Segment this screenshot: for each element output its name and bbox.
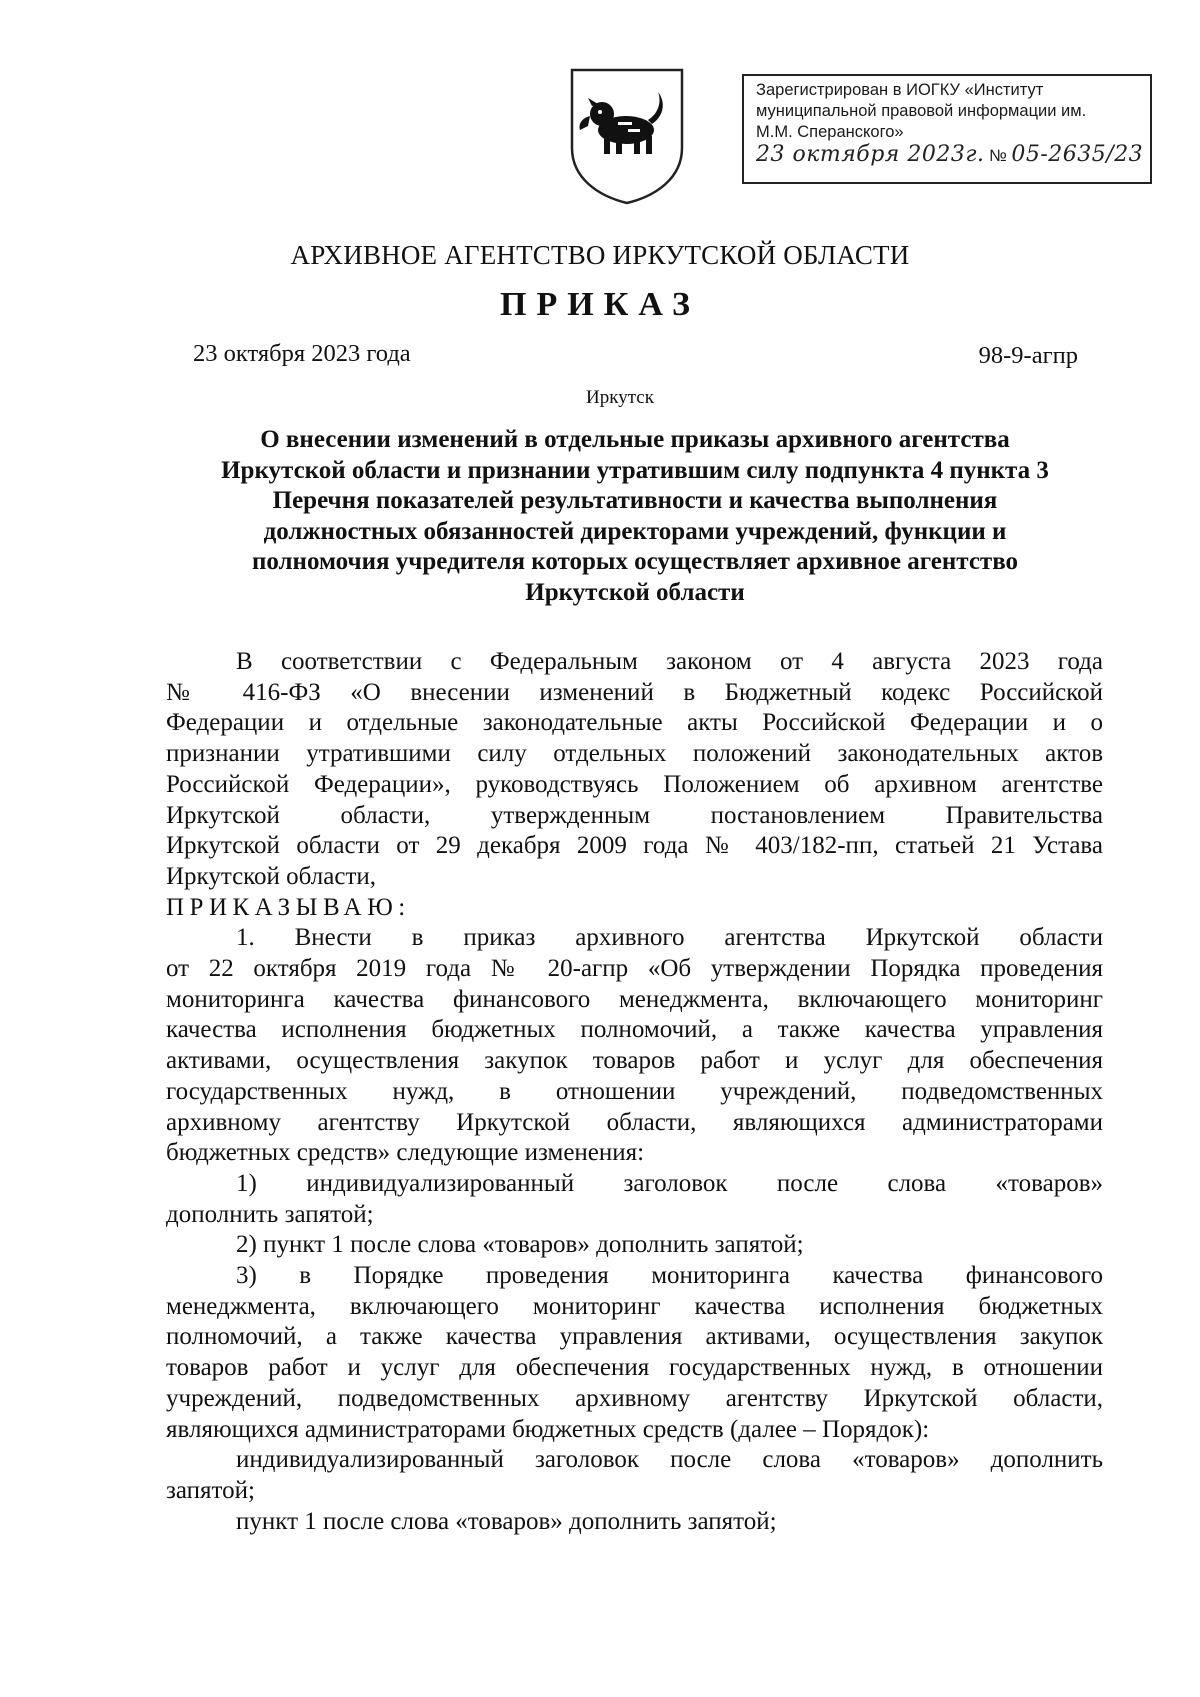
item-1-line: бюджетных средств» следующие изменения: bbox=[166, 1139, 645, 1167]
preamble-line: Российской Федерации», руководствуясь Положением об архивном агентстве bbox=[166, 770, 1103, 798]
preamble-line: Федерации и отдельные законодательные акты Российской Федерации и о bbox=[166, 709, 1103, 737]
stamp-line-3: М.М. Сперанского» bbox=[756, 123, 904, 141]
order-heading bbox=[160, 425, 1110, 608]
subitem-1-line: дополнить запятой; bbox=[166, 1200, 374, 1228]
subitem-3-line: 3) в Порядке проведения мониторинга качества финансового bbox=[236, 1262, 1103, 1290]
subitem-3-line: товаров работ и услуг для обеспечения государственных нужд, в отношении bbox=[166, 1354, 1103, 1382]
heading-line: Перечня показателей результативности и качества выполнения bbox=[272, 487, 998, 514]
preamble-line: Иркутской области, bbox=[166, 862, 376, 890]
heading-line: должностных обязанностей директорами учреждений, функции и bbox=[263, 517, 1007, 545]
order-body bbox=[166, 647, 1103, 1537]
order-date: 23 октября 2023 года bbox=[193, 340, 411, 367]
heading-line: Иркутской области и признании утратившим силу подпункта 4 пункта 3 bbox=[221, 456, 1049, 484]
stamp-registration-row bbox=[756, 144, 1142, 167]
item-1-line: государственных нужд, в отношении учреждений, подведомственных bbox=[166, 1077, 1103, 1105]
preamble-line: признании утратившими силу отдельных положений законодательных актов bbox=[166, 740, 1103, 768]
decree-word: ПРИКАЗЫВАЮ: bbox=[166, 893, 411, 921]
item-1-line: активами, осуществления закупок товаров работ и услуг для обеспечения bbox=[166, 1047, 1103, 1075]
stamp-number-prefix: № bbox=[989, 147, 1007, 165]
item-1-line: от 22 октября 2019 года № 20-агпр «Об утверждении Порядка проведения bbox=[166, 955, 1103, 983]
heading-line: полномочия учредителя которых осуществляет архивное агентство bbox=[251, 548, 1019, 575]
agency-name: АРХИВНОЕ АГЕНТСТВО ИРКУТСКОЙ ОБЛАСТИ bbox=[290, 240, 910, 270]
stamp-handwritten-number: 05-2635/23 bbox=[1011, 142, 1144, 167]
heading-line: О внесении изменений в отдельные приказы архивного агентства bbox=[260, 426, 1010, 453]
item-1-line: мониторинга качества финансового менеджмента, включающего мониторинг bbox=[166, 985, 1103, 1013]
preamble-line: Иркутской области, утвержденным постановлением Правительства bbox=[166, 801, 1103, 829]
item-1-line: качества исполнения бюджетных полномочий, а также качества управления bbox=[166, 1016, 1103, 1044]
preamble-line: № 416-ФЗ «О внесении изменений в Бюджетный кодекс Российской bbox=[166, 678, 1103, 706]
subitem-3-line: учреждений, подведомственных архивному агентству Иркутской области, bbox=[166, 1384, 1103, 1412]
item-1-line: архивному агентству Иркутской области, являющихся администраторами bbox=[166, 1108, 1103, 1136]
subitem-3-line: полномочий, а также качества управления активами, осуществления закупок bbox=[166, 1323, 1103, 1351]
item-1-line: 1. Внести в приказ архивного агентства Иркутской области bbox=[236, 924, 1103, 952]
subitem-3-line: являющихся администраторами бюджетных средств (далее – Порядок): bbox=[166, 1415, 930, 1443]
subitem-3a-line: индивидуализированный заголовок после слова «товаров» дополнить bbox=[236, 1446, 1103, 1474]
stamp-line-1: Зарегистрирован в ИОГКУ «Институт bbox=[756, 81, 1044, 99]
document-type-title: ПРИКАЗ bbox=[500, 286, 700, 323]
subitem-1-line: 1) индивидуализированный заголовок после слова «товаров» bbox=[236, 1169, 1103, 1197]
order-number: 98-9-агпр bbox=[978, 342, 1078, 369]
heading-line: Иркутской области bbox=[525, 578, 745, 606]
order-city: Иркутск bbox=[586, 387, 654, 408]
registration-stamp bbox=[742, 74, 1152, 184]
coat-of-arms-emblem bbox=[568, 66, 686, 206]
subitem-2: 2) пункт 1 после слова «товаров» дополнить запятой; bbox=[236, 1231, 804, 1259]
subitem-3a-line: запятой; bbox=[166, 1476, 255, 1504]
subitem-3-line: менеджмента, включающего мониторинг качества исполнения бюджетных bbox=[166, 1292, 1103, 1320]
stamp-line-2: муниципальной правовой информации им. bbox=[756, 102, 1087, 120]
subitem-3b: пункт 1 после слова «товаров» дополнить запятой; bbox=[236, 1507, 777, 1535]
stamp-handwritten-date: 23 октября 2023г. bbox=[756, 142, 985, 167]
preamble-line: В соответствии с Федеральным законом от 4 августа 2023 года bbox=[236, 648, 1103, 675]
preamble-line: Иркутской области от 29 декабря 2009 года № 403/182-пп, статьей 21 Устава bbox=[166, 832, 1103, 860]
